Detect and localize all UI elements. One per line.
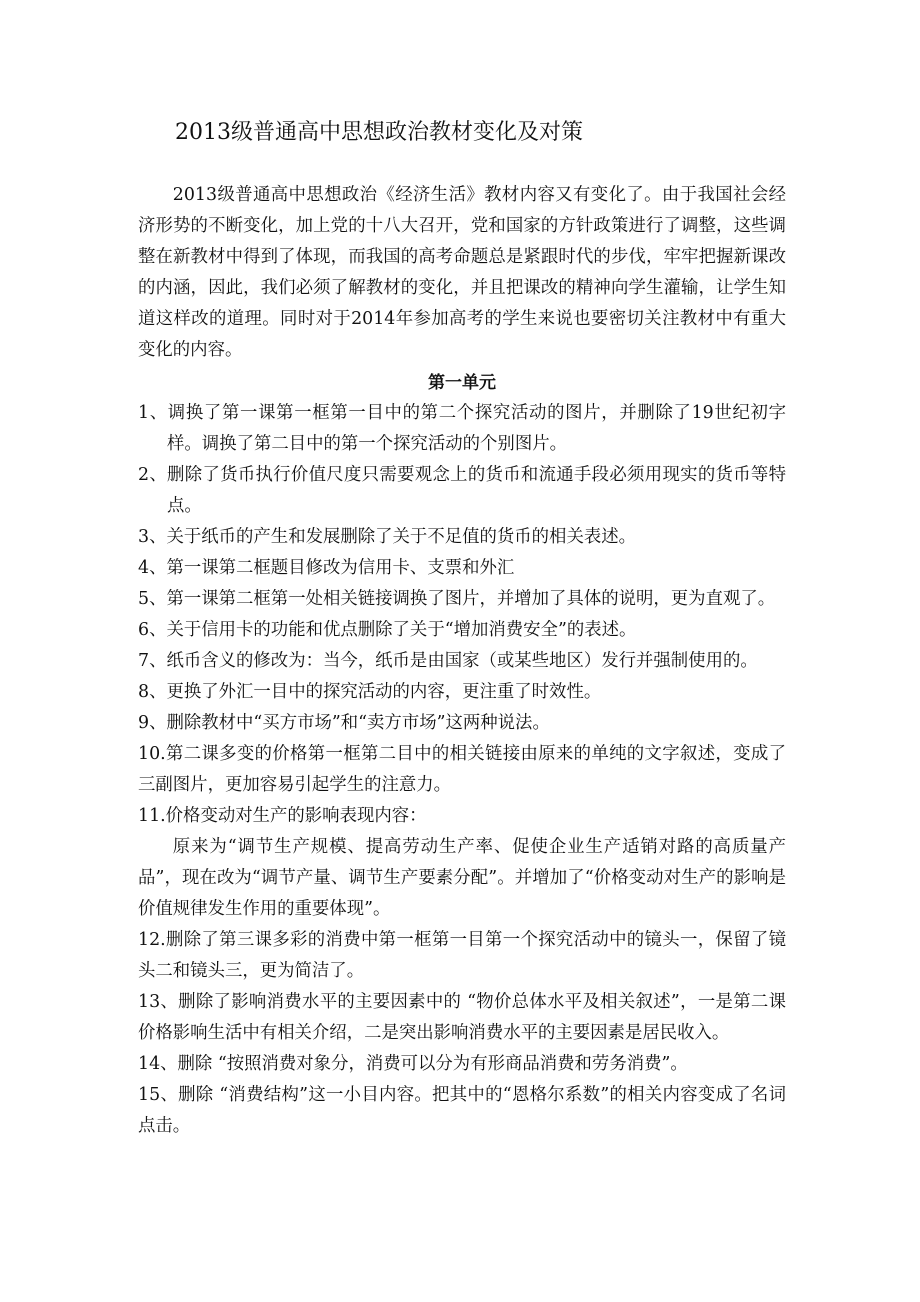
list-item: 10.第二课多变的价格第一框第二目中的相关链接由原来的单纯的文字叙述，变成了三副图片，更加容易引起学生的注意力。 (138, 744, 786, 795)
list-item: 1、调换了第一课第一框第一目中的第二个探究活动的图片，并删除了19世纪初字样。调换了第二目中的第一个探究活动的个别图片。 (138, 403, 786, 454)
list-item: 12.删除了第三课多彩的消费中第一框第一目第一个探究活动中的镜头一，保留了镜头二和镜头三，更为简洁了。 (138, 930, 786, 981)
list-item: 6、关于信用卡的功能和优点删除了关于“增加消费安全”的表述。 (138, 620, 637, 640)
list-item: 15、删除 “消费结构”这一小目内容。把其中的“恩格尔系数”的相关内容变成了名词点击。 (138, 1085, 786, 1136)
list-item: 3、关于纸币的产生和发展删除了关于不足值的货币的相关表述。 (138, 527, 637, 547)
section-heading: 第一单元 (428, 373, 496, 393)
list-item: 7、纸币含义的修改为：当今，纸币是由国家（或某些地区）发行并强制使用的。 (138, 651, 758, 671)
list-item-detail: 原来为“调节生产规模、提高劳动生产率、促使企业生产适销对路的高质量产品”，现在改为“调节产量、调节生产要素分配”。并增加了“价格变动对生产的影响是价值规律发生作用的重要体现”。 (138, 837, 786, 919)
list-item: 8、更换了外汇一目中的探究活动的内容，更注重了时效性。 (138, 682, 602, 702)
document-title: 2013级普通高中思想政治教材变化及对策 (175, 120, 583, 145)
intro-paragraph: 2013级普通高中思想政治《经济生活》教材内容又有变化了。由于我国社会经济形势的不断变化，加上党的十八大召开，党和国家的方针政策进行了调整，这些调整在新教材中得到了体现，而我国的高考命题总是紧跟时代的步伐，牢牢把握新课改的内涵，因此，我们必须了解教材的变化，并且把课改的精神向学生灌输，让学生知道这样改的道理。同时对于2014年参加高考的学生来说也要密切关注教材中有重大变化的内容。 (138, 185, 786, 360)
list-item: 14、删除 “按照消费对象分，消费可以分为有形商品消费和劳务消费”。 (138, 1054, 688, 1074)
list-item: 13、删除了影响消费水平的主要因素中的 “物价总体水平及相关叙述”，一是第二课价格影响生活中有相关介绍，二是突出影响消费水平的主要因素是居民收入。 (138, 992, 786, 1043)
list-item: 9、删除教材中“买方市场”和“卖方市场”这两种说法。 (138, 713, 550, 733)
list-item: 5、第一课第二框第一处相关链接调换了图片，并增加了具体的说明，更为直观了。 (138, 589, 776, 609)
list-item: 2、删除了货币执行价值尺度只需要观念上的货币和流通手段必须用现实的货币等特点。 (138, 465, 786, 516)
list-item: 11.价格变动对生产的影响表现内容： (138, 806, 427, 826)
document-body (138, 180, 786, 1142)
list-item: 4、第一课第二框题目修改为信用卡、支票和外汇 (138, 558, 515, 578)
